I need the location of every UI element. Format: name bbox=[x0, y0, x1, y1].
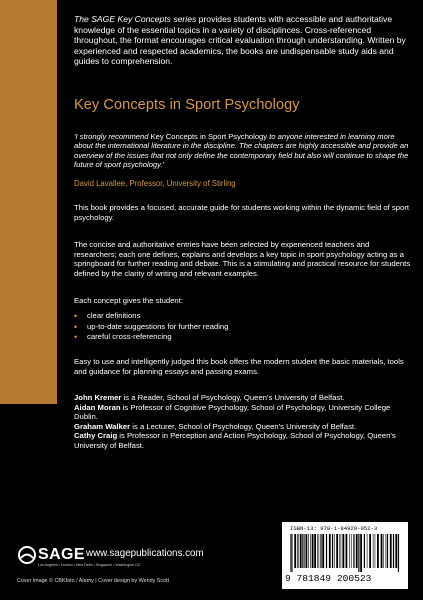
list-item-text: careful cross-referencing bbox=[87, 332, 172, 342]
author-entry bbox=[74, 431, 412, 450]
barcode-bar bbox=[297, 534, 298, 568]
quote-part-1: 'I strongly recommend bbox=[74, 132, 151, 141]
barcode-bar bbox=[375, 534, 376, 568]
book-title: Key Concepts in Sport Psychology bbox=[74, 97, 300, 113]
barcode-bar bbox=[358, 534, 359, 572]
barcode-bar bbox=[319, 534, 320, 568]
quote-attribution: David Lavallee, Professor, University of Stirling bbox=[74, 179, 236, 188]
barcode-bar bbox=[300, 534, 302, 568]
barcode-bar bbox=[367, 534, 368, 568]
barcode-bar bbox=[395, 534, 397, 568]
review-quote bbox=[74, 132, 412, 170]
barcode-bar bbox=[393, 534, 394, 568]
author-name: Cathy Craig bbox=[74, 431, 118, 441]
author-entry bbox=[74, 403, 412, 422]
barcode-bar bbox=[312, 534, 314, 568]
paragraph-entries: The concise and authoritative entries have been selected by experienced teachers and researchers; each one defines, explains and develops a key topic in sport psychology acting as a springboard for further reading and debate. This is a stimulating and practical resource for students defined by the clarity of writing and relevant examples. bbox=[74, 240, 411, 278]
isbn-label: ISBN-13: 978-1-84920-052-3 bbox=[290, 525, 378, 532]
barcode-bar bbox=[336, 534, 338, 568]
barcode-bar bbox=[304, 534, 305, 568]
paragraph-focus: This book provides a focused, accurate guide for students working within the dynamic field of sport psychology. bbox=[74, 203, 410, 222]
barcode-bar bbox=[349, 534, 350, 568]
author-bio: is Professor in Perception and Action Psychology, School of Psychology, Queen's University of Belfast. bbox=[74, 431, 396, 450]
list-item bbox=[74, 332, 228, 343]
author-name: Aidan Moran bbox=[74, 402, 121, 412]
concept-benefits-list bbox=[74, 311, 228, 343]
author-bio: is Professor of Cognitive Psychology, School of Psychology, University College Dublin. bbox=[74, 402, 391, 422]
list-item bbox=[74, 322, 228, 333]
barcode-bar bbox=[332, 534, 333, 568]
list-item-text: up-to-date suggestions for further reading bbox=[87, 321, 229, 331]
quote-part-2: to anyone interested in learning more about the international literature in the discipline. The chapters are highly accessible and provide an overview of the issues that not only define the contemporary field but also will continue to shape the future of sport psychology.' bbox=[74, 132, 409, 170]
barcode-bar bbox=[373, 534, 374, 568]
bullet-icon: • bbox=[74, 321, 78, 332]
barcode-bar bbox=[291, 534, 292, 572]
barcode-bar bbox=[302, 534, 303, 568]
author-name: John Kremer bbox=[74, 393, 122, 402]
barcode-bar bbox=[308, 534, 309, 568]
barcode-bar bbox=[290, 534, 291, 572]
barcode-bar bbox=[377, 534, 379, 568]
barcode-bar bbox=[317, 534, 318, 568]
barcode-bar bbox=[369, 534, 371, 568]
barcode-bar bbox=[320, 534, 321, 568]
barcode-bar bbox=[334, 534, 335, 568]
author-bio: is a Lecturer, School of Psychology, Queen's University of Belfast. bbox=[130, 421, 357, 431]
author-bio: is a Reader, School of Psychology, Queen's University of Belfast. bbox=[121, 393, 345, 402]
barcode-bar bbox=[310, 534, 311, 568]
barcode-bar bbox=[322, 534, 324, 568]
barcode-bar bbox=[341, 534, 342, 568]
barcode-bar bbox=[353, 534, 354, 568]
barcode-bars bbox=[290, 534, 400, 572]
author-name: Graham Walker bbox=[74, 421, 131, 431]
sage-logo-icon bbox=[17, 545, 37, 565]
barcode-bar bbox=[326, 534, 327, 568]
list-item-text: clear definitions bbox=[87, 311, 141, 320]
barcode-bar bbox=[356, 534, 358, 568]
bullet-icon: • bbox=[74, 311, 78, 321]
barcode-bar bbox=[364, 534, 365, 568]
isbn-barcode bbox=[282, 522, 408, 589]
barcode-bar bbox=[306, 534, 308, 568]
series-description bbox=[74, 14, 412, 67]
series-name: The SAGE Key Concepts series bbox=[74, 14, 197, 24]
barcode-bar bbox=[390, 534, 392, 568]
barcode-bar bbox=[342, 534, 344, 568]
barcode-bar bbox=[351, 534, 352, 568]
sage-logo-text: SAGE bbox=[38, 546, 85, 563]
cover-credit: Cover image © CBKfoto / Alamy | Cover design by Wendy Scott bbox=[17, 578, 170, 584]
quote-book-title: Key Concepts in Sport Psychology bbox=[150, 132, 268, 141]
barcode-bar bbox=[398, 534, 399, 572]
publisher-website[interactable]: www.sagepublications.com bbox=[86, 548, 204, 559]
barcode-bar bbox=[360, 534, 362, 572]
series-description-text: provides students with accessible and authoritative knowledge of the essential topics in a variety of disciplinces. Cross-referenced throughout, the format encourages critical evaluation through understanding. Written by experienced and respected academics, the books are undispensable study aids and guides to comprehension. bbox=[74, 14, 406, 67]
barcode-bar bbox=[346, 534, 348, 568]
paragraph-usage: Easy to use and intelligently judged this book offers the modern student the basic materials, tools and guidance for planning essays and passing exams. bbox=[74, 357, 404, 376]
publisher-cities: Los Angeles • London • New Delhi • Singapore • Washington DC bbox=[38, 563, 141, 567]
barcode-bar bbox=[314, 534, 316, 568]
author-bios bbox=[74, 393, 412, 451]
barcode-bar bbox=[294, 534, 296, 568]
barcode-bar bbox=[383, 534, 384, 568]
author-entry bbox=[74, 393, 412, 403]
gold-side-bar bbox=[0, 0, 57, 404]
paragraph-concept-intro: Each concept gives the student: bbox=[74, 296, 183, 305]
barcode-bar bbox=[386, 534, 387, 568]
barcode-bar bbox=[387, 534, 388, 568]
barcode-bar bbox=[329, 534, 331, 568]
bullet-icon: • bbox=[74, 332, 78, 343]
list-item bbox=[74, 311, 228, 322]
author-entry bbox=[74, 422, 412, 432]
barcode-digits: 9 781849 200523 bbox=[285, 573, 372, 584]
barcode-bar bbox=[381, 534, 383, 568]
barcode-bar bbox=[339, 534, 340, 568]
